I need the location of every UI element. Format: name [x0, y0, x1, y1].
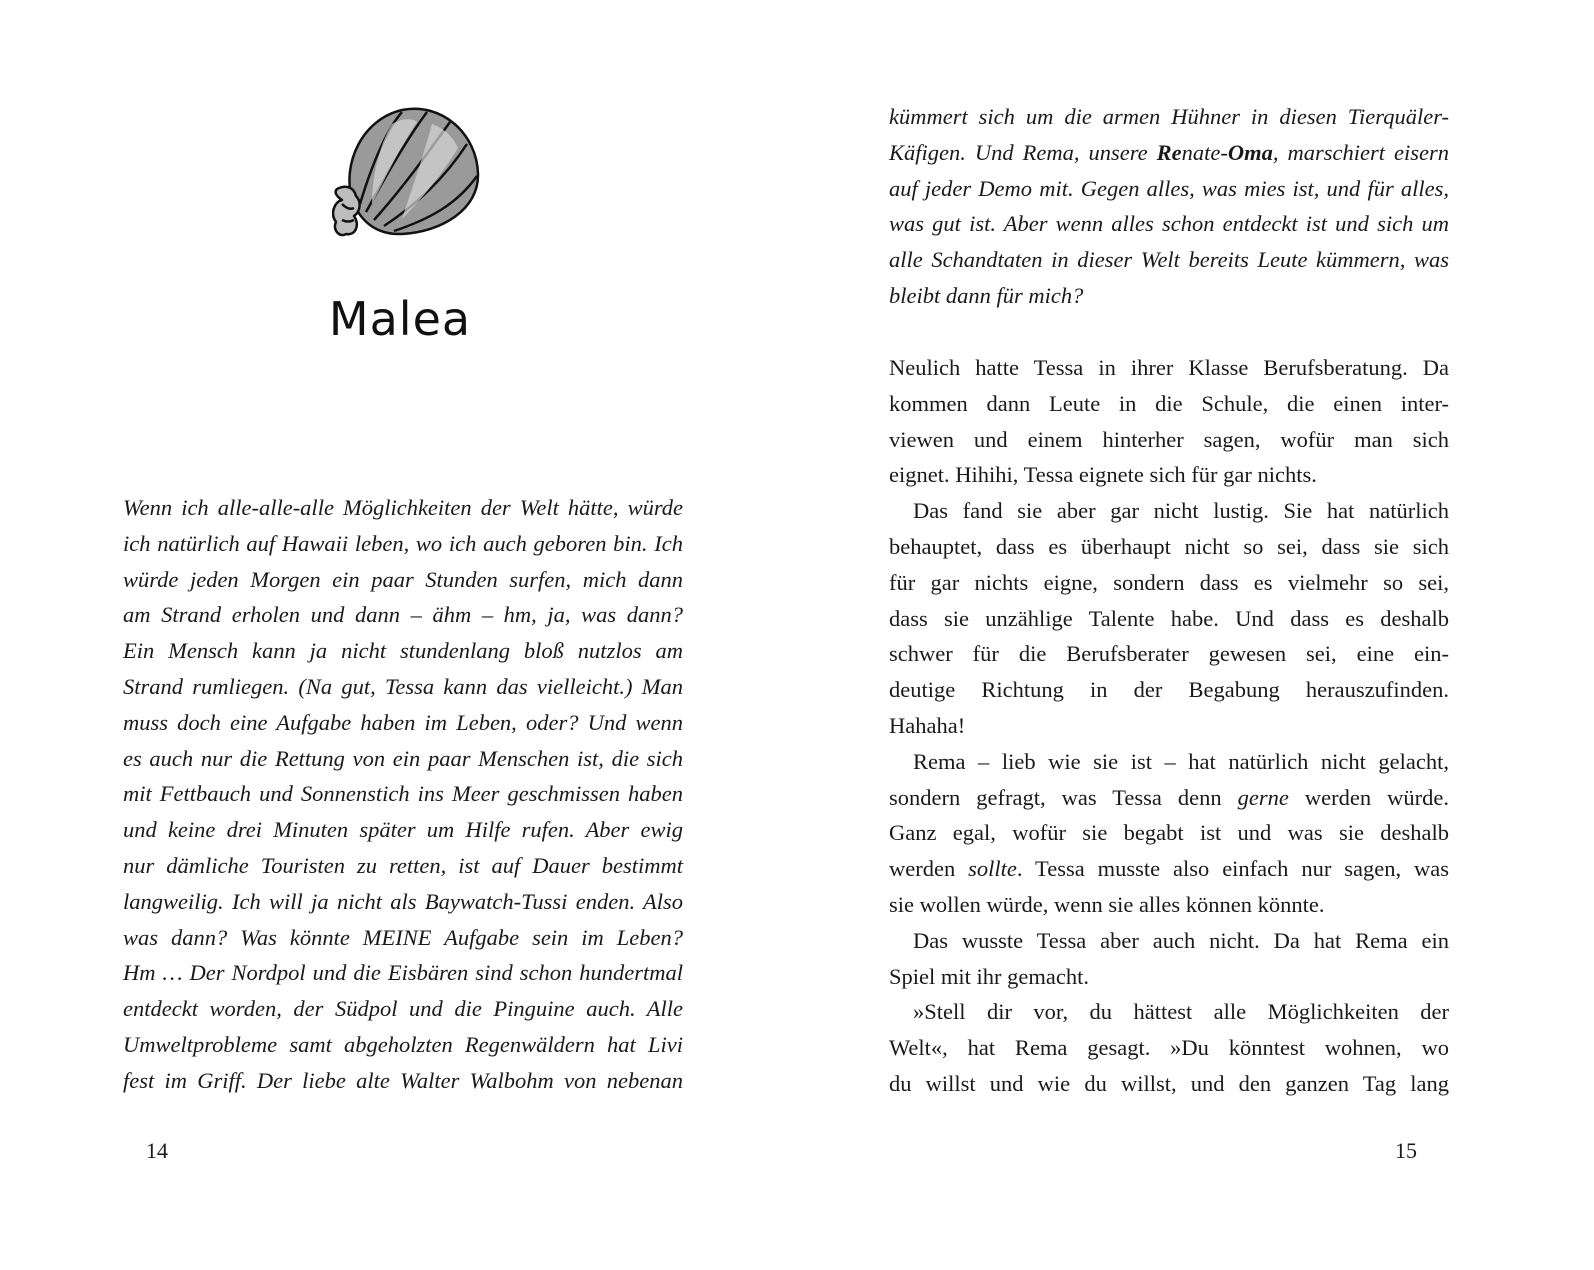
text-line: behauptet, dass es überhaupt nicht so sei, dass sie sich — [889, 533, 1449, 559]
text-line: für gar nichts eigne, sondern dass es vielmehr so sei, — [889, 569, 1449, 595]
emphasis-span: sollte — [968, 856, 1017, 882]
text-line: Hahaha! — [889, 712, 966, 738]
chapter-intro-italic — [123, 490, 683, 1099]
text-line: Strand rumliegen. (Na gut, Tessa kann das vielleicht.) Man — [123, 673, 683, 699]
text-line: eignet. Hihihi, Tessa eignete sich für gar nichts. — [889, 462, 1317, 488]
text-span: Käfigen. Und Rema, unsere — [889, 139, 1157, 165]
text-line: Rema – lieb wie sie ist – hat natürlich nicht gelacht, — [913, 748, 1449, 774]
body-text — [889, 350, 1449, 1102]
text-span: werden würde. — [1288, 784, 1449, 810]
text-line: am Strand erholen und dann – ähm – hm, ja, was dann? — [123, 602, 683, 628]
emphasis-span: gerne — [1237, 784, 1289, 810]
text-line: kommen dann Leute in die Schule, die einen inter- — [889, 390, 1449, 416]
scallop-shell-icon — [332, 104, 482, 244]
bold-initials: Oma — [1227, 139, 1273, 165]
text-line: Das fand sie aber gar nicht lustig. Sie hat natürlich — [913, 498, 1449, 524]
text-line: und keine drei Minuten später um Hilfe rufen. Aber ewig — [123, 817, 683, 843]
text-span: , marschiert eisern — [1272, 139, 1450, 165]
text-line: schwer für die Berufsberater gewesen sei, eine ein- — [889, 641, 1449, 667]
chapter-title: Malea — [328, 292, 472, 346]
text-line: nur dämliche Touristen zu retten, ist auf Dauer bestimmt — [123, 852, 683, 878]
text-line: was gut ist. Aber wenn alles schon entdeckt ist und sich um — [889, 211, 1449, 237]
page-number: 15 — [1395, 1138, 1417, 1163]
text-line: muss doch eine Aufgabe haben im Leben, oder? Und wenn — [123, 709, 683, 735]
text-line: langweilig. Ich will ja nicht als Baywatch-Tussi enden. Also — [123, 888, 683, 914]
text-line: deutige Richtung in der Begabung herauszufinden. — [889, 677, 1449, 703]
text-line: mit Fettbauch und Sonnenstich ins Meer geschmissen haben — [123, 781, 683, 807]
text-line: was dann? Was könnte MEINE Aufgabe sein im Leben? — [123, 924, 683, 950]
page-number: 14 — [146, 1138, 168, 1163]
right-page — [797, 0, 1594, 1270]
text-line: Spiel mit ihr gemacht. — [889, 963, 1089, 989]
text-line: fest im Griff. Der liebe alte Walter Walbohm von nebenan — [123, 1067, 683, 1093]
text-line — [889, 780, 1449, 816]
bold-initials: Re — [1156, 139, 1182, 165]
text-line: Wenn ich alle-alle-alle Möglichkeiten der Welt hätte, würde — [123, 495, 683, 520]
continued-italic-text — [889, 99, 1449, 314]
text-line: du willst und wie du willst, und den ganzen Tag lang — [889, 1070, 1449, 1096]
text-line: Ein Mensch kann ja nicht stundenlang bloß nutzlos am — [123, 638, 683, 664]
text-line: bleibt dann für mich? — [889, 282, 1084, 308]
text-line — [889, 851, 1449, 887]
text-line: es auch nur die Rettung von ein paar Menschen ist, die sich — [123, 745, 683, 771]
text-line: Hm … Der Nordpol und die Eisbären sind schon hundertmal — [123, 960, 683, 986]
text-line: Ganz egal, wofür sie begabt ist und was sie deshalb — [889, 820, 1449, 846]
text-line: Welt«, hat Rema gesagt. »Du könntest wohnen, wo — [889, 1035, 1449, 1061]
text-span: . Tessa musste also einfach nur sagen, was — [1016, 856, 1449, 882]
text-line: Das wusste Tessa aber auch nicht. Da hat Rema ein — [913, 927, 1449, 953]
text-line: würde jeden Morgen ein paar Stunden surfen, mich dann — [123, 566, 683, 592]
text-line: ich natürlich auf Hawaii leben, wo ich auch geboren bin. Ich — [123, 530, 683, 556]
text-line: dass sie unzählige Talente habe. Und dass es deshalb — [889, 605, 1449, 631]
text-line — [889, 135, 1449, 171]
text-line: entdeckt worden, der Südpol und die Pinguine auch. Alle — [123, 996, 683, 1022]
text-line: viewen und einem hinterher sagen, wofür man sich — [889, 426, 1449, 452]
text-line: »Stell dir vor, du hättest alle Möglichkeiten der — [913, 999, 1449, 1025]
text-span: nate- — [1181, 139, 1228, 165]
text-line: sie wollen würde, wenn sie alles können könnte. — [889, 891, 1325, 917]
text-line: Neulich hatte Tessa in ihrer Klasse Berufsberatung. Da — [889, 355, 1449, 380]
text-line: auf jeder Demo mit. Gegen alles, was mies ist, und für alles, — [889, 175, 1449, 201]
text-line: Umweltprobleme samt abgeholzten Regenwäldern hat Livi — [123, 1031, 683, 1057]
text-span: sondern gefragt, was Tessa denn — [889, 784, 1238, 810]
text-line: alle Schandtaten in dieser Welt bereits Leute kümmern, was — [889, 247, 1449, 273]
text-span: werden — [889, 856, 969, 882]
text-line: kümmert sich um die armen Hühner in diesen Tierquäler- — [889, 104, 1449, 129]
